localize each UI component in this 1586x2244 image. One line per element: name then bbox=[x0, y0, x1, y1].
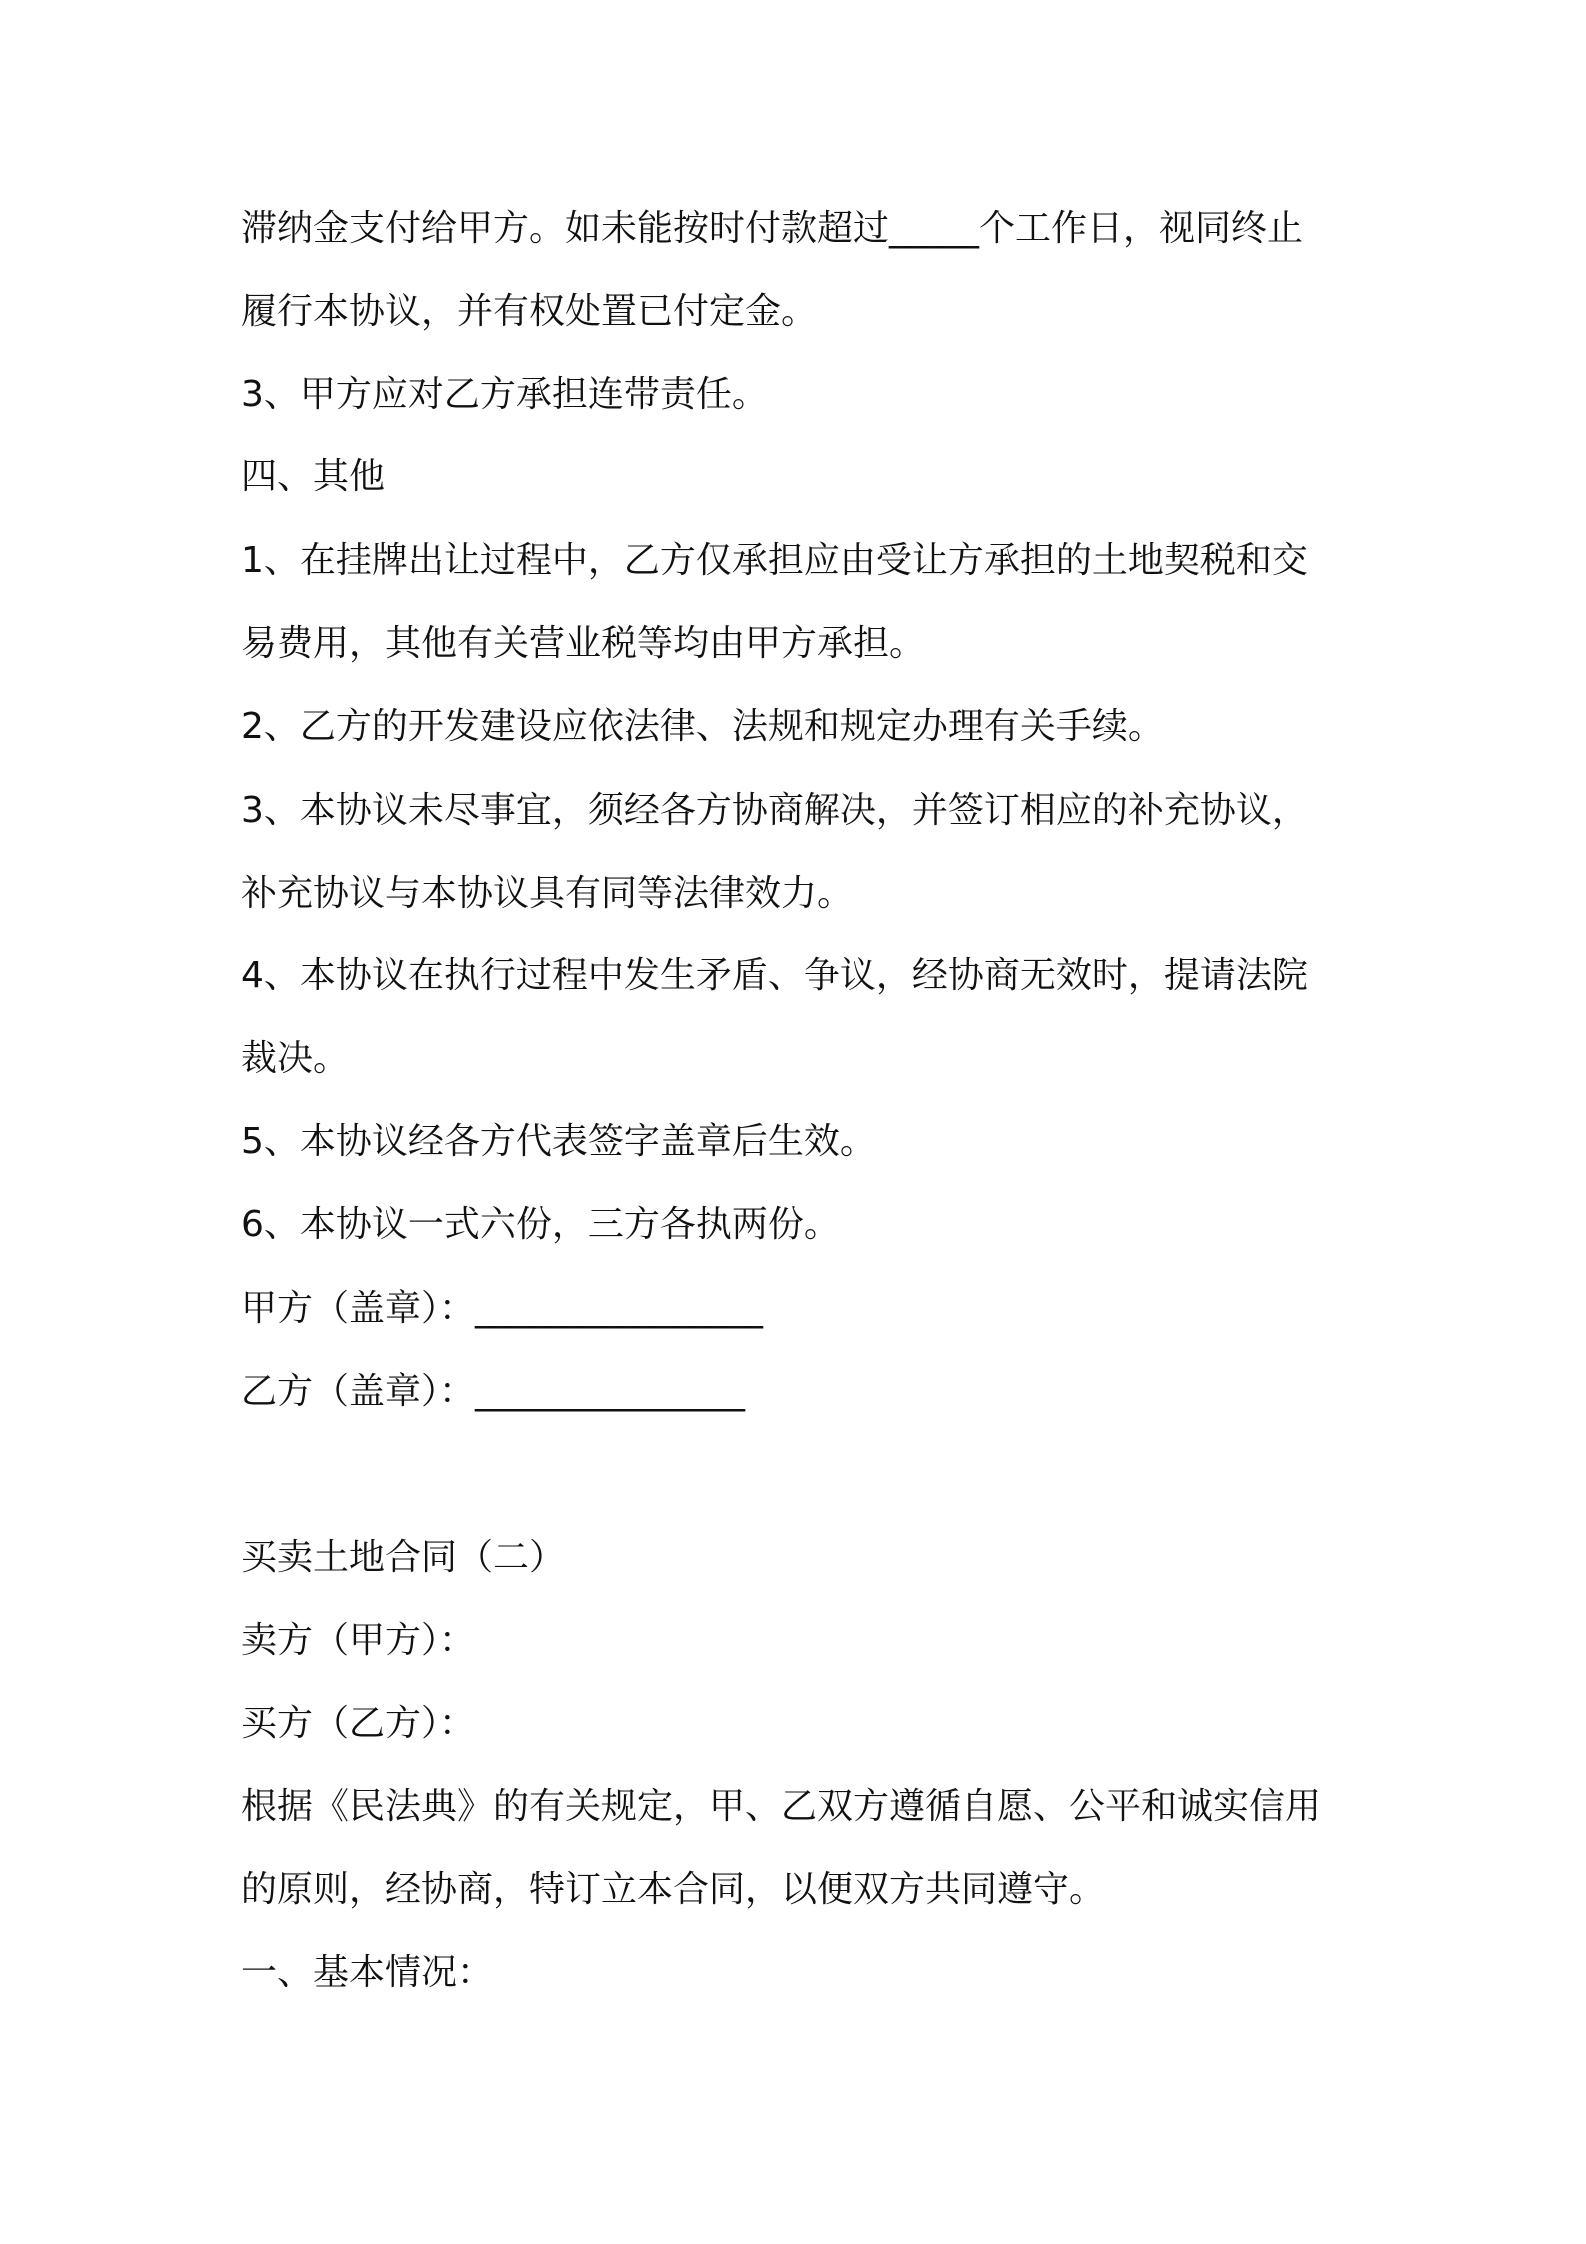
text-line: 滞纳金支付给甲方。如未能按时付款超过_____个工作日，视同终止 bbox=[241, 208, 1304, 249]
text-line: 5、本协议经各方代表签字盖章后生效。 bbox=[241, 1121, 876, 1162]
section-heading: 四、其他 bbox=[241, 456, 386, 497]
seller-line: 卖方（甲方）： bbox=[241, 1620, 476, 1661]
text-line: 2、乙方的开发建设应依法律、法规和规定办理有关手续。 bbox=[241, 706, 1164, 747]
buyer-line: 买方（乙方）： bbox=[241, 1703, 476, 1744]
text-line: 1、在挂牌出让过程中，乙方仅承担应由受让方承担的土地契税和交 bbox=[241, 540, 1308, 581]
text-line: 4、本协议在执行过程中发生矛盾、争议，经协商无效时，提请法院 bbox=[241, 955, 1308, 996]
text-line: 根据《民法典》的有关规定，甲、乙双方遵循自愿、公平和诚实信用 bbox=[241, 1786, 1322, 1827]
text-line: 易费用，其他有关营业税等均由甲方承担。 bbox=[241, 623, 926, 664]
text-line: 裁决。 bbox=[241, 1038, 350, 1079]
signature-line-party-a: 甲方（盖章）：________________ bbox=[241, 1288, 764, 1329]
text-line: 3、本协议未尽事宜，须经各方协商解决，并签订相应的补充协议， bbox=[241, 790, 1308, 831]
section-heading: 一、基本情况： bbox=[241, 1952, 494, 1993]
text-line: 3、甲方应对乙方承担连带责任。 bbox=[241, 374, 768, 415]
signature-line-party-b: 乙方（盖章）：_______________ bbox=[241, 1371, 746, 1412]
text-line: 的原则，经协商，特订立本合同，以便双方共同遵守。 bbox=[241, 1869, 1106, 1910]
contract-title: 买卖土地合同（二） bbox=[241, 1537, 566, 1578]
text-line: 履行本协议，并有权处置已付定金。 bbox=[241, 291, 818, 332]
text-line: 补充协议与本协议具有同等法律效力。 bbox=[241, 873, 854, 914]
text-line: 6、本协议一式六份，三方各执两份。 bbox=[241, 1204, 840, 1245]
